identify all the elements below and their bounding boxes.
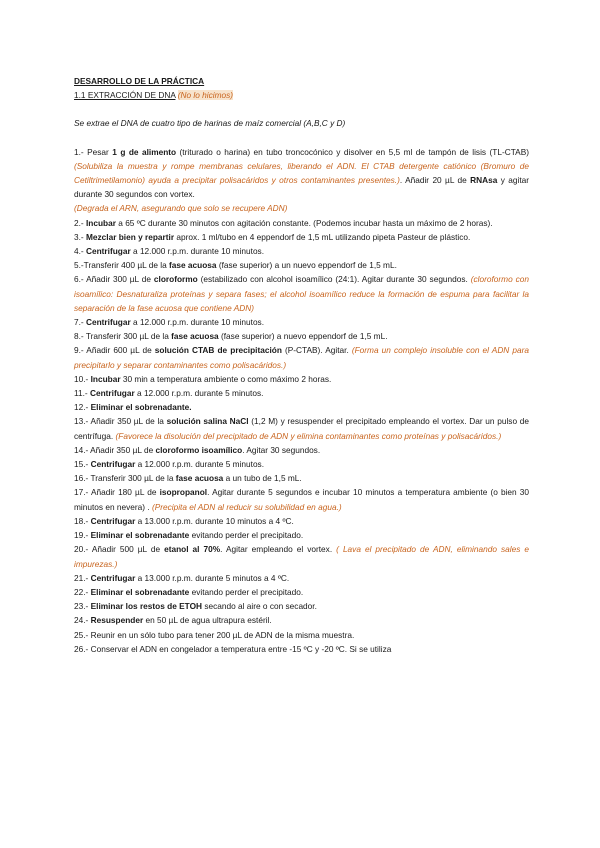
step-text: evitando perder el precipitado. <box>189 530 304 541</box>
step-text: 22.- <box>74 586 91 597</box>
step-text: (estabilizado con alcohol isoamílico (24:1). Agitar durante 30 segundos. <box>197 274 471 285</box>
document-body <box>74 74 529 656</box>
step-item <box>74 471 529 485</box>
step-emphasis: Eliminar el sobrenadante <box>90 530 190 541</box>
step-emphasis: cloroformo <box>153 274 198 285</box>
step-emphasis: Incubar <box>86 217 116 228</box>
step-emphasis: Incubar <box>90 373 121 384</box>
step-note: (Favorece la disolución del precipitado de ADN y elimina contaminantes como proteínas y polisacáridos.) <box>115 430 502 441</box>
step-text: 20.- Añadir 500 µL de <box>74 544 165 555</box>
step-emphasis: solución CTAB de precipitación <box>154 345 282 356</box>
step-text: aprox. 1 ml/tubo en 4 eppendorf de 1,5 mL utilizando pipeta Pasteur de plástico. <box>174 231 471 242</box>
step-text: 7.- <box>74 317 86 328</box>
step-item <box>74 457 529 471</box>
step-item <box>74 528 529 542</box>
step-item <box>74 642 529 656</box>
step-text: 1.- Pesar <box>74 146 113 157</box>
step-text: 5.-Transferir 400 µL de la <box>74 260 170 271</box>
step-text: evitando perder el precipitado. <box>189 586 304 597</box>
step-text: 6.- Añadir 300 µL de <box>74 274 154 285</box>
section-title: 1.1 EXTRACCIÓN DE DNA <box>74 90 176 101</box>
step-text: 4.- <box>74 246 86 257</box>
spacer <box>74 102 529 116</box>
step-item <box>74 599 529 613</box>
step-text: 3.- <box>74 231 86 242</box>
step-item <box>74 343 529 371</box>
step-text: secando al aire o con secador. <box>202 601 317 612</box>
step-text: a 12.000 r.p.m. durante 5 minutos. <box>134 388 264 399</box>
step-emphasis: Centrifugar <box>90 388 135 399</box>
page-title: DESARROLLO DE LA PRÁCTICA <box>74 76 205 86</box>
step-text: 17.- Añadir 180 µL de <box>74 487 160 498</box>
step-text: 9.- Añadir 600 µL de <box>74 345 155 356</box>
step-emphasis: isopropanol <box>159 487 208 498</box>
step-text: y agitar durante 30 segundos con vortex. <box>74 175 530 200</box>
step-text: a 12.000 r.p.m. durante 5 minutos. <box>135 459 265 470</box>
step-text: 11.- <box>74 388 90 399</box>
step-text: 13.- Añadir 350 µL de la <box>74 416 167 427</box>
step-text: 18.- <box>74 515 91 526</box>
step-emphasis: RNAsa <box>470 175 498 186</box>
step-text: . Agitar durante 5 segundos e incubar 10 minutos a temperatura ambiente (o bien 30 minutos en nevera) . <box>74 487 529 512</box>
section-note: (No lo hicimos) <box>177 90 234 101</box>
step-item <box>74 400 529 414</box>
step-text: a un tubo de 1,5 mL. <box>223 473 302 484</box>
step-item <box>74 571 529 585</box>
step-item <box>74 272 529 315</box>
step-text: (fase superior) a nuevo eppendorf de 1,5 mL. <box>218 331 388 342</box>
step-note: (Degrada el ARN, asegurando que solo se recupere ADN) <box>74 203 288 214</box>
step-text: 23.- <box>74 601 91 612</box>
step-item <box>74 372 529 386</box>
step-text: a 65 ºC durante 30 minutos con agitación constante. (Podemos incubar hasta un máximo de 2 horas). <box>115 217 493 228</box>
step-emphasis: Centrifugar <box>86 317 131 328</box>
step-text: . Añadir 20 µL de <box>399 175 471 186</box>
step-text: 30 min a temperatura ambiente o como máximo 2 horas. <box>120 373 332 384</box>
step-item <box>74 258 529 272</box>
step-emphasis: fase acuosa <box>169 260 217 271</box>
step-emphasis: cloroformo isoamílico <box>155 444 243 455</box>
section-heading <box>74 88 529 102</box>
step-text: 2.- <box>74 217 86 228</box>
step-item <box>74 386 529 400</box>
step-item <box>74 230 529 244</box>
step-text: 19.- <box>74 530 91 541</box>
step-emphasis: Eliminar el sobrenadante. <box>90 402 192 413</box>
step-text: (1,2 M) y resuspender el precipitado empleando el vortex. Dar un pulso de centrífuga. <box>74 416 529 441</box>
step-text: 16.- Transferir 300 µL de la <box>74 473 176 484</box>
step-text: 10.- <box>74 373 91 384</box>
step-text: a 12.000 r.p.m. durante 10 minutos. <box>130 317 265 328</box>
step-text: (triturado o harina) en tubo troncocónico y disolver en 5,5 ml de tampón de lisis (TL-CTAB) <box>176 146 530 157</box>
step-text: . Agitar 30 segundos. <box>242 444 321 455</box>
step-note: (Precipita el ADN al reducir su solubilidad en agua.) <box>151 501 342 512</box>
step-text: a 13.000 r.p.m. durante 10 minutos a 4 ºC. <box>135 515 294 526</box>
step-text: 14.- Añadir 350 µL de <box>74 444 156 455</box>
step-emphasis: Eliminar el sobrenadante <box>90 586 190 597</box>
step-emphasis: etanol al 70% <box>164 544 221 555</box>
step-item <box>74 628 529 642</box>
step-item <box>74 244 529 258</box>
step-text: a 13.000 r.p.m. durante 5 minutos a 4 ºC. <box>135 572 290 583</box>
step-text: (fase superior) a un nuevo eppendorf de 1,5 mL. <box>216 260 397 271</box>
step-text: 26.- Conservar el ADN en congelador a temperatura entre -15 ºC y -20 ºC. Si se utiliza <box>74 643 392 654</box>
step-note: (cloroformo con isoamílico: Desnaturaliza proteínas y separa fases; el alcohol isoamílico reduce la formación de espuma para facilitar la separación de la fase acuosa que contiene ADN) <box>74 274 529 313</box>
step-item <box>74 414 529 442</box>
step-emphasis: Centrifugar <box>86 246 131 257</box>
step-emphasis: fase acuosa <box>171 331 219 342</box>
step-emphasis: Centrifugar <box>90 572 136 583</box>
step-text: (P-CTAB). Agitar. <box>281 345 352 356</box>
step-item <box>74 613 529 627</box>
step-emphasis: 1 g de alimento <box>112 146 177 157</box>
step-emphasis: fase acuosa <box>175 473 224 484</box>
step-note: ( Lava el precipitado de ADN, eliminando sales e impurezas.) <box>74 544 529 569</box>
step-note: (Forma un complejo insoluble con el ADN para precipitarlo y separar contaminantes como polisacáridos.) <box>74 345 529 370</box>
step-item <box>74 329 529 343</box>
step-item <box>74 216 529 230</box>
step-text: 21.- <box>74 572 91 583</box>
step-text: 15.- <box>74 459 91 470</box>
step-item <box>74 145 529 202</box>
step-text: . Agitar empleando el vortex. <box>220 544 337 555</box>
step-item <box>74 443 529 457</box>
step-emphasis: Centrifugar <box>90 459 136 470</box>
spacer <box>74 131 529 145</box>
step-text: en 50 µL de agua ultrapura estéril. <box>143 615 272 626</box>
intro-text: Se extrae el DNA de cuatro tipo de harinas de maíz comercial (A,B,C y D) <box>74 118 346 129</box>
step-text: 25.- Reunir en un sólo tubo para tener 200 µL de ADN de la misma muestra. <box>74 629 355 640</box>
step-emphasis: Resuspender <box>90 615 144 626</box>
steps-list <box>74 145 529 656</box>
step-emphasis: Eliminar los restos de ETOH <box>90 601 203 612</box>
step-text: 12.- <box>74 402 91 413</box>
step-text: 8.- Transferir 300 µL de la <box>74 331 172 342</box>
step-item <box>74 514 529 528</box>
step-emphasis: Mezclar bien y repartir <box>86 231 175 242</box>
step-item <box>74 315 529 329</box>
step-item <box>74 585 529 599</box>
step-note: (Solubiliza la muestra y rompe membranas celulares, liberando el ADN. El CTAB detergente catiónico (Bromuro de Cetiltrimetilamonio) ayuda a precipitar polisacáridos y otros contaminantes presentes.) <box>74 160 529 186</box>
step-item <box>74 542 529 570</box>
step-item <box>74 201 529 215</box>
step-emphasis: solución salina NaCl <box>166 416 249 427</box>
step-item <box>74 485 529 513</box>
step-text: a 12.000 r.p.m. durante 10 minutos. <box>130 246 265 257</box>
step-text: 24.- <box>74 615 91 626</box>
step-emphasis: Centrifugar <box>90 515 136 526</box>
